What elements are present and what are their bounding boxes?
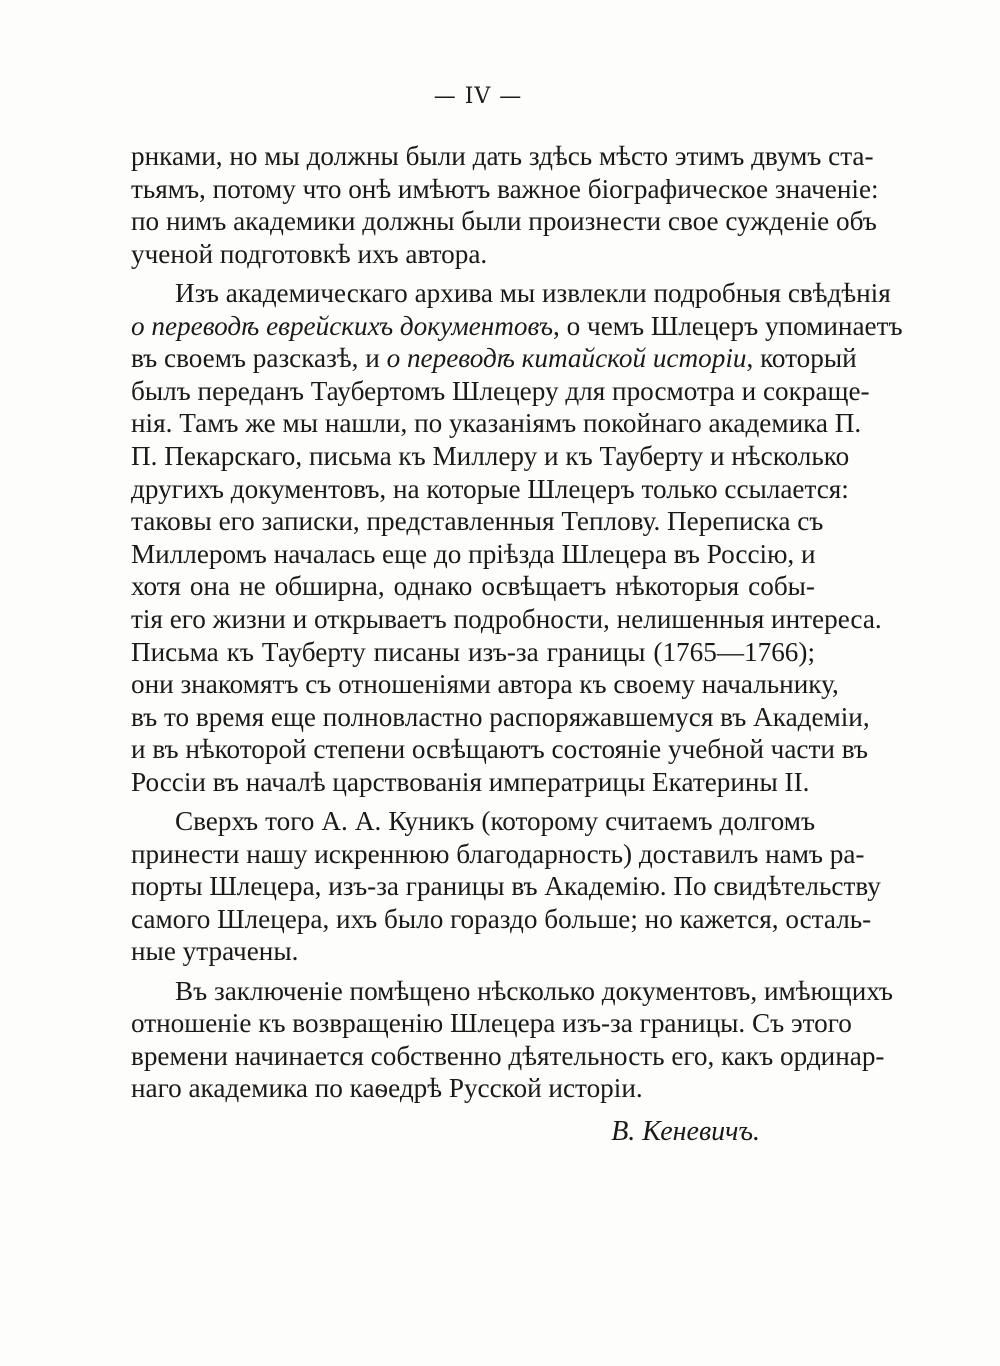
text-line	[131, 310, 903, 343]
text-line: отношеніе къ возвращенію Шлецера изъ-за границы. Съ этого	[131, 1008, 852, 1039]
italic-title: о переводѣ китайской исторіи	[386, 343, 747, 374]
paragraph	[131, 140, 879, 270]
text-line: хотя она не обширна, однако освѣщаетъ нѣкоторыя собы-	[131, 571, 815, 602]
text-line: Сверхъ того А. А. Куникъ (которому считаемъ долгомъ	[175, 806, 815, 837]
text-run: въ своемъ разсказѣ, и	[131, 343, 387, 374]
text-run: , который	[746, 343, 857, 374]
text-line: принести нашу искреннюю благодарность) доставилъ намъ ра-	[131, 838, 865, 869]
text-line: Письма къ Тауберту писаны изъ-за границы (1765—1766);	[131, 636, 815, 667]
text-line: порты Шлецера, изъ-за границы въ Академію. По свидѣтельству	[131, 871, 881, 902]
text-line: таковы его записки, представленныя Теплову. Переписка съ	[131, 506, 824, 537]
text-line: времени начинается собственно дѣятельность его, какъ ординар-	[131, 1040, 885, 1071]
text-line: былъ переданъ Таубертомъ Шлецеру для просмотра и сокраще-	[131, 375, 870, 406]
text-line: и въ нѣкоторой степени освѣщаютъ состояніе учебной части въ	[131, 734, 868, 765]
text-line: самого Шлецера, ихъ было гораздо больше; но кажется, осталь-	[131, 903, 872, 934]
text-line: П. Пекарскаго, письма къ Миллеру и къ Тауберту и нѣсколько	[131, 440, 850, 471]
text-line: они знакомятъ съ отношеніями автора къ своему начальнику,	[131, 669, 839, 700]
text-line: тьямъ, потому что онѣ имѣютъ важное біографическое значеніе:	[131, 173, 879, 204]
body-text	[131, 140, 903, 1112]
italic-title: о переводѣ еврейскихъ документовъ	[131, 310, 554, 341]
text-line: въ то время еще полновластно распоряжавшемуся въ Академіи,	[131, 701, 870, 732]
text-line: рнками, но мы должны были дать здѣсь мѣсто этимъ двумъ ста-	[131, 141, 874, 171]
text-line: Изъ академическаго архива мы извлекли подробныя свѣдѣнія	[175, 277, 891, 308]
text-line: ученой подготовкѣ ихъ автора.	[131, 238, 488, 269]
text-run: , о чемъ Шлецеръ упоминаетъ	[553, 310, 903, 341]
author-signature: В. Кеневичъ.	[611, 1116, 760, 1147]
text-line: по нимъ академики должны были произнести свое сужденіе объ	[131, 206, 877, 237]
text-line: другихъ документовъ, на которые Шлецеръ только ссылается:	[131, 473, 849, 504]
paragraph	[131, 805, 881, 968]
text-line: Въ заключеніе помѣщено нѣсколько документовъ, имѣющихъ	[175, 975, 893, 1006]
paragraph	[131, 277, 903, 799]
text-line	[131, 342, 857, 375]
text-line: ные утрачены.	[131, 936, 299, 967]
paragraph	[131, 975, 893, 1105]
text-line: тія его жизни и открываетъ подробности, нелишенныя интереса.	[131, 603, 882, 634]
page-number-header: — IV —	[433, 84, 523, 109]
text-line: наго академика по каѳедрѣ Русской исторіи.	[131, 1073, 643, 1104]
text-line: нія. Тамъ же мы нашли, по указаніямъ покойнаго академика П.	[131, 408, 862, 439]
text-line: Миллеромъ началась еще до пріѣзда Шлецера въ Россію, и	[131, 538, 816, 569]
text-line: Россіи въ началѣ царствованія императрицы Екатерины II.	[131, 766, 810, 797]
